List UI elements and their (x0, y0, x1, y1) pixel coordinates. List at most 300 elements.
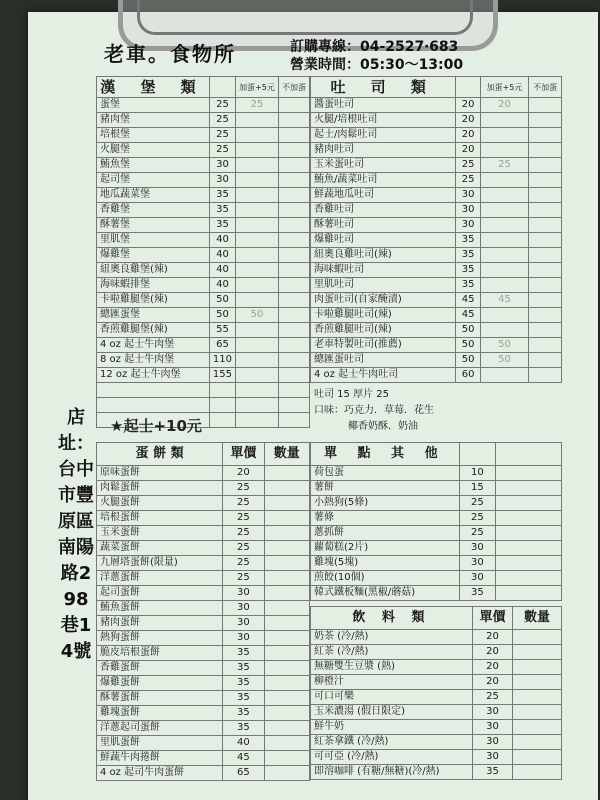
burgers-item-name: 培根堡 (97, 128, 210, 143)
burgers-row (97, 203, 310, 218)
toast-item-price: 45 (456, 308, 480, 323)
burgers-item-price: 110 (209, 353, 235, 368)
drinks-item-name: 紅茶 (冷/熱) (311, 645, 473, 660)
single-item-name: 蔥抓餅 (311, 526, 460, 541)
toast-row (311, 203, 562, 218)
eggpancake-item-price: 35 (223, 706, 264, 721)
eggpancake-row (97, 661, 310, 676)
toast-no-egg-cell (529, 233, 562, 248)
toast-add-egg-price (480, 323, 528, 338)
toast-row (311, 218, 562, 233)
store-name: 老車。食物所 (104, 42, 236, 66)
drinks-qty-cell (513, 750, 562, 765)
single-item-name: 蘿蔔糕(2片) (311, 541, 460, 556)
eggpancake-item-price: 25 (223, 541, 264, 556)
eggpancake-item-price: 30 (223, 616, 264, 631)
eggpancake-row (97, 511, 310, 526)
toast-add-egg-price (480, 113, 528, 128)
eggpancake-qty-cell (264, 766, 309, 781)
burgers-item-price: 30 (209, 173, 235, 188)
toast-add-egg-price (480, 173, 528, 188)
single-item-price: 10 (459, 466, 496, 481)
single-qty-cell (496, 556, 562, 571)
burgers-row (97, 233, 310, 248)
eggpancake-qty-cell (264, 526, 309, 541)
burgers-add-egg-price (236, 353, 279, 368)
burgers-no-egg-cell (278, 293, 309, 308)
drinks-item-price: 20 (472, 645, 512, 660)
toast-no-egg-cell (529, 218, 562, 233)
single-items-header: 單 點 其 他 (311, 443, 460, 466)
toast-header: 吐 司 類 (311, 77, 456, 98)
eggpancake-item-price: 35 (223, 661, 264, 676)
toast-item-price: 50 (456, 323, 480, 338)
drinks-qty-cell (513, 645, 562, 660)
burger-no-egg-header: 不加蛋 (278, 77, 309, 98)
toast-row (311, 173, 562, 188)
burgers-row (97, 323, 310, 338)
toast-no-egg-cell (529, 248, 562, 263)
eggpancake-item-name: 九層塔蛋餅(限量) (97, 556, 223, 571)
toast-row (311, 143, 562, 158)
toast-item-price: 30 (456, 218, 480, 233)
toast-row (311, 128, 562, 143)
eggpancake-item-name: 鮮蔬牛肉捲餅 (97, 751, 223, 766)
toast-item-name: 香煎雞腿吐司(辣) (311, 323, 456, 338)
single-item-name: 小熱狗(5條) (311, 496, 460, 511)
toast-flavor-note-2: 椰香奶酥．奶油 (348, 421, 418, 432)
burgers-item-price: 55 (209, 323, 235, 338)
burger-add-egg-header: 加蛋+5元 (236, 77, 279, 98)
toast-add-egg-price (480, 263, 528, 278)
toast-add-egg-price: 25 (480, 158, 528, 173)
toast-no-egg-cell (529, 368, 562, 383)
toast-add-egg-price (480, 368, 528, 383)
toast-no-egg-cell (529, 188, 562, 203)
toast-add-egg-price (480, 203, 528, 218)
eggpancake-row (97, 646, 310, 661)
single-qty-cell (496, 571, 562, 586)
burgers-blank-cell (209, 413, 235, 428)
drinks-item-name: 無糖雙生豆漿 (熱) (311, 660, 473, 675)
eggpancake-item-name: 培根蛋餅 (97, 511, 223, 526)
burgers-add-egg-price (236, 338, 279, 353)
burgers-add-egg-price (236, 173, 279, 188)
drinks-item-name: 玉米濃湯 (假日限定) (311, 705, 473, 720)
burgers-add-egg-price (236, 233, 279, 248)
burgers-no-egg-cell (278, 278, 309, 293)
toast-row (311, 323, 562, 338)
eggpancake-item-price: 65 (223, 766, 264, 781)
drinks-row (311, 735, 562, 750)
burgers-item-name: 蛋堡 (97, 98, 210, 113)
eggpancake-item-price: 25 (223, 511, 264, 526)
eggpancake-row (97, 556, 310, 571)
burger-header: 漢 堡 類 (97, 77, 210, 98)
toast-row (311, 263, 562, 278)
toast-no-egg-cell (529, 173, 562, 188)
toast-no-egg-cell (529, 158, 562, 173)
burgers-item-name: 豬肉堡 (97, 113, 210, 128)
eggpancake-qty-cell (264, 556, 309, 571)
burgers-no-egg-cell (278, 158, 309, 173)
single-item-price: 30 (459, 556, 496, 571)
single-row (311, 496, 562, 511)
burgers-blank-cell (209, 383, 235, 398)
toast-item-price: 50 (456, 338, 480, 353)
burgers-row (97, 308, 310, 323)
drinks-qty-cell (513, 705, 562, 720)
drinks-row (311, 720, 562, 735)
burgers-item-name: 爆雞堡 (97, 248, 210, 263)
drinks-item-name: 可可亞 (冷/熱) (311, 750, 473, 765)
toast-no-egg-header: 不加蛋 (529, 77, 562, 98)
drinks-row (311, 645, 562, 660)
order-info (290, 38, 463, 74)
drinks-item-name: 紅茶拿鐵 (冷/熱) (311, 735, 473, 750)
eggpancake-row (97, 616, 310, 631)
toast-no-egg-cell (529, 113, 562, 128)
drinks-item-price: 20 (472, 675, 512, 690)
drinks-item-price: 30 (472, 750, 512, 765)
burgers-add-egg-price (236, 158, 279, 173)
drinks-row (311, 705, 562, 720)
burgers-no-egg-cell (278, 203, 309, 218)
drinks-qty-cell (513, 690, 562, 705)
eggpancake-item-price: 25 (223, 496, 264, 511)
burgers-no-egg-cell (278, 338, 309, 353)
burgers-add-egg-price (236, 218, 279, 233)
burgers-item-name: 酥薯堡 (97, 218, 210, 233)
opening-hours: 營業時間：05:30～13:00 (290, 57, 464, 73)
eggpancake-qty-cell (264, 751, 309, 766)
burgers-item-price: 155 (209, 368, 235, 383)
burgers-blank-cell (236, 398, 279, 413)
toast-no-egg-cell (529, 278, 562, 293)
eggpancake-qty-cell (264, 586, 309, 601)
burgers-add-egg-price (236, 248, 279, 263)
burgers-item-price: 25 (209, 128, 235, 143)
toast-row (311, 353, 562, 368)
toast-item-name: 醬蛋吐司 (311, 98, 456, 113)
drinks-item-price: 35 (472, 765, 512, 780)
toast-add-egg-price (480, 308, 528, 323)
eggpancake-qty-cell (264, 541, 309, 556)
burgers-add-egg-price (236, 143, 279, 158)
burgers-item-price: 35 (209, 218, 235, 233)
eggpancake-qty-cell (264, 721, 309, 736)
drinks-item-name: 奶茶 (冷/熱) (311, 630, 473, 645)
burgers-row (97, 173, 310, 188)
burgers-blank-row (97, 383, 310, 398)
toast-add-egg-price (480, 188, 528, 203)
burgers-item-price: 50 (209, 293, 235, 308)
single-qty-cell (496, 526, 562, 541)
single-qty-cell (496, 496, 562, 511)
toast-item-price: 25 (456, 173, 480, 188)
toast-item-name: 豬肉吐司 (311, 143, 456, 158)
eggpancake-item-name: 洋蔥蛋餅 (97, 571, 223, 586)
burgers-item-price: 30 (209, 158, 235, 173)
burgers-item-price: 40 (209, 233, 235, 248)
toast-item-price: 20 (456, 113, 480, 128)
drinks-qty-cell (513, 765, 562, 780)
toast-row (311, 248, 562, 263)
burgers-item-name: 海味蝦排堡 (97, 278, 210, 293)
eggpancake-qty-cell (264, 706, 309, 721)
eggpancake-item-name: 爆雞蛋餅 (97, 676, 223, 691)
burgers-blank-row (97, 398, 310, 413)
burgers-add-egg-price: 50 (236, 308, 279, 323)
eggpancake-row (97, 496, 310, 511)
eggpancake-item-price: 30 (223, 586, 264, 601)
single-qty-cell (496, 466, 562, 481)
eggpancake-qty-cell (264, 466, 309, 481)
eggpancake-item-name: 火腿蛋餅 (97, 496, 223, 511)
burgers-item-name: 火腿堡 (97, 143, 210, 158)
burgers-blank-cell (236, 413, 279, 428)
toast-row (311, 188, 562, 203)
toast-item-price: 30 (456, 203, 480, 218)
eggpancake-item-price: 35 (223, 676, 264, 691)
burgers-item-name: 4 oz 起士牛肉堡 (97, 338, 210, 353)
single-item-price: 25 (459, 496, 496, 511)
eggpancake-item-name: 香雞蛋餅 (97, 661, 223, 676)
single-items-table (310, 442, 562, 601)
burgers-no-egg-cell (278, 323, 309, 338)
toast-item-name: 紐奧良雞吐司(辣) (311, 248, 456, 263)
eggpancake-row (97, 721, 310, 736)
burgers-row (97, 293, 310, 308)
drinks-qty-cell (513, 720, 562, 735)
drinks-item-name: 柳橙汁 (311, 675, 473, 690)
store-address: 店址：台中市豐原區南陽路298巷14號 (58, 407, 94, 662)
eggpancake-item-price: 25 (223, 526, 264, 541)
single-qty-cell (496, 481, 562, 496)
burgers-row (97, 143, 310, 158)
burgers-row (97, 338, 310, 353)
toast-item-price: 20 (456, 98, 480, 113)
burgers-row (97, 248, 310, 263)
toast-item-price: 60 (456, 368, 480, 383)
toast-no-egg-cell (529, 143, 562, 158)
toast-item-name: 肉蛋吐司(自家醃漬) (311, 293, 456, 308)
drinks-header: 飲 料 類 (311, 607, 473, 630)
toast-item-name: 爆雞吐司 (311, 233, 456, 248)
burgers-add-egg-price (236, 188, 279, 203)
eggpancake-row (97, 526, 310, 541)
toast-add-egg-header: 加蛋+5元 (480, 77, 528, 98)
eggpancake-item-name: 蔬菜蛋餅 (97, 541, 223, 556)
toast-thickness-note: 吐司 15 厚片 25 (314, 389, 389, 400)
drinks-item-price: 25 (472, 690, 512, 705)
single-qty-cell (496, 586, 562, 601)
burgers-no-egg-cell (278, 233, 309, 248)
toast-item-name: 起士/肉鬆吐司 (311, 128, 456, 143)
burgers-item-price: 40 (209, 278, 235, 293)
burgers-add-egg-price (236, 203, 279, 218)
burgers-add-egg-price (236, 113, 279, 128)
burger-table (96, 76, 310, 428)
burgers-no-egg-cell (278, 173, 309, 188)
burgers-add-egg-price (236, 368, 279, 383)
eggpancake-row (97, 586, 310, 601)
burgers-blank-cell (278, 398, 309, 413)
burgers-no-egg-cell (278, 98, 309, 113)
eggpancake-item-price: 25 (223, 556, 264, 571)
eggpancake-qty-cell (264, 736, 309, 751)
drinks-row (311, 630, 562, 645)
burgers-blank-cell (278, 413, 309, 428)
toast-no-egg-cell (529, 128, 562, 143)
toast-item-price: 30 (456, 188, 480, 203)
eggpancake-row (97, 706, 310, 721)
egg-pancake-price-header: 單價 (223, 443, 264, 466)
eggpancake-item-name: 鮪魚蛋餅 (97, 601, 223, 616)
burgers-blank-cell (209, 398, 235, 413)
eggpancake-row (97, 571, 310, 586)
burgers-row (97, 263, 310, 278)
burgers-item-name: 地瓜蔬菜堡 (97, 188, 210, 203)
burgers-row (97, 158, 310, 173)
eggpancake-row (97, 541, 310, 556)
drinks-price-header: 單價 (472, 607, 512, 630)
eggpancake-item-name: 雞塊蛋餅 (97, 706, 223, 721)
egg-pancake-header: 蛋 餅 類 (97, 443, 223, 466)
toast-row (311, 233, 562, 248)
burgers-row (97, 353, 310, 368)
drinks-qty-cell (513, 660, 562, 675)
single-row (311, 586, 562, 601)
burgers-add-egg-price (236, 293, 279, 308)
drinks-item-price: 30 (472, 735, 512, 750)
toast-add-egg-price: 50 (480, 338, 528, 353)
eggpancake-qty-cell (264, 511, 309, 526)
toast-flavor-note: 口味：巧克力．草莓．花生 (314, 405, 434, 416)
burgers-blank-cell (278, 383, 309, 398)
burgers-item-price: 40 (209, 263, 235, 278)
toast-add-egg-price: 20 (480, 98, 528, 113)
toast-add-egg-price (480, 278, 528, 293)
eggpancake-qty-cell (264, 481, 309, 496)
burgers-no-egg-cell (278, 308, 309, 323)
burgers-no-egg-cell (278, 353, 309, 368)
eggpancake-qty-cell (264, 661, 309, 676)
burgers-row (97, 113, 310, 128)
toast-no-egg-cell (529, 263, 562, 278)
burgers-item-price: 50 (209, 308, 235, 323)
single-item-price: 25 (459, 511, 496, 526)
burgers-no-egg-cell (278, 368, 309, 383)
burgers-item-price: 25 (209, 143, 235, 158)
drinks-item-name: 鮮牛奶 (311, 720, 473, 735)
eggpancake-qty-cell (264, 676, 309, 691)
single-row (311, 466, 562, 481)
toast-no-egg-cell (529, 338, 562, 353)
egg-pancake-qty-header: 數量 (264, 443, 309, 466)
eggpancake-item-price: 25 (223, 571, 264, 586)
burgers-add-egg-price (236, 323, 279, 338)
eggpancake-row (97, 766, 310, 781)
burgers-item-name: 香雞堡 (97, 203, 210, 218)
eggpancake-item-name: 酥薯蛋餅 (97, 691, 223, 706)
burgers-item-name: 紐奧良雞堡(辣) (97, 263, 210, 278)
burgers-no-egg-cell (278, 188, 309, 203)
single-qty-cell (496, 511, 562, 526)
burgers-blank-cell (236, 383, 279, 398)
eggpancake-item-name: 原味蛋餅 (97, 466, 223, 481)
single-item-name: 煎餃(10個) (311, 571, 460, 586)
toast-notes (314, 387, 434, 435)
eggpancake-qty-cell (264, 616, 309, 631)
drinks-row (311, 660, 562, 675)
drinks-item-price: 20 (472, 660, 512, 675)
eggpancake-item-name: 起司蛋餅 (97, 586, 223, 601)
toast-row (311, 338, 562, 353)
toast-item-price: 35 (456, 263, 480, 278)
burgers-item-price: 25 (209, 98, 235, 113)
eggpancake-item-name: 熱狗蛋餅 (97, 631, 223, 646)
burgers-add-egg-price (236, 263, 279, 278)
single-item-name: 雞塊(5塊) (311, 556, 460, 571)
clip-wire (137, 0, 473, 35)
toast-table (310, 76, 562, 383)
eggpancake-qty-cell (264, 691, 309, 706)
burgers-item-price: 25 (209, 113, 235, 128)
burgers-item-price: 40 (209, 248, 235, 263)
burgers-blank-cell (97, 383, 210, 398)
burgers-no-egg-cell (278, 248, 309, 263)
burgers-no-egg-cell (278, 143, 309, 158)
eggpancake-item-price: 45 (223, 751, 264, 766)
eggpancake-item-name: 4 oz 起司牛肉蛋餅 (97, 766, 223, 781)
burgers-item-name: 起司堡 (97, 173, 210, 188)
cheese-addon-note: ★起士+10元 (110, 417, 202, 435)
egg-pancake-table (96, 442, 310, 781)
drinks-item-price: 20 (472, 630, 512, 645)
toast-no-egg-cell (529, 98, 562, 113)
toast-add-egg-price (480, 218, 528, 233)
burgers-no-egg-cell (278, 263, 309, 278)
toast-item-name: 里肌吐司 (311, 278, 456, 293)
burgers-item-name: 8 oz 起士牛肉堡 (97, 353, 210, 368)
drinks-row (311, 765, 562, 780)
burgers-row (97, 98, 310, 113)
single-item-name: 韓式鐵板麵(黑椒/蘑菇) (311, 586, 460, 601)
single-row (311, 481, 562, 496)
toast-add-egg-price (480, 233, 528, 248)
toast-row (311, 158, 562, 173)
single-item-price: 30 (459, 541, 496, 556)
single-item-price: 30 (459, 571, 496, 586)
eggpancake-row (97, 631, 310, 646)
burgers-item-name: 香煎雞腿堡(辣) (97, 323, 210, 338)
order-phone: 訂購專線：04-2527‧683 (290, 39, 459, 55)
single-row (311, 556, 562, 571)
eggpancake-row (97, 481, 310, 496)
toast-no-egg-cell (529, 323, 562, 338)
single-item-price: 15 (459, 481, 496, 496)
toast-add-egg-price (480, 248, 528, 263)
burgers-add-egg-price: 25 (236, 98, 279, 113)
drinks-item-price: 30 (472, 720, 512, 735)
burgers-item-name: 12 oz 起士牛肉堡 (97, 368, 210, 383)
single-item-name: 薯條 (311, 511, 460, 526)
burgers-item-name: 鮪魚堡 (97, 158, 210, 173)
eggpancake-item-name: 玉米蛋餅 (97, 526, 223, 541)
toast-item-price: 35 (456, 248, 480, 263)
eggpancake-item-name: 里肌蛋餅 (97, 736, 223, 751)
